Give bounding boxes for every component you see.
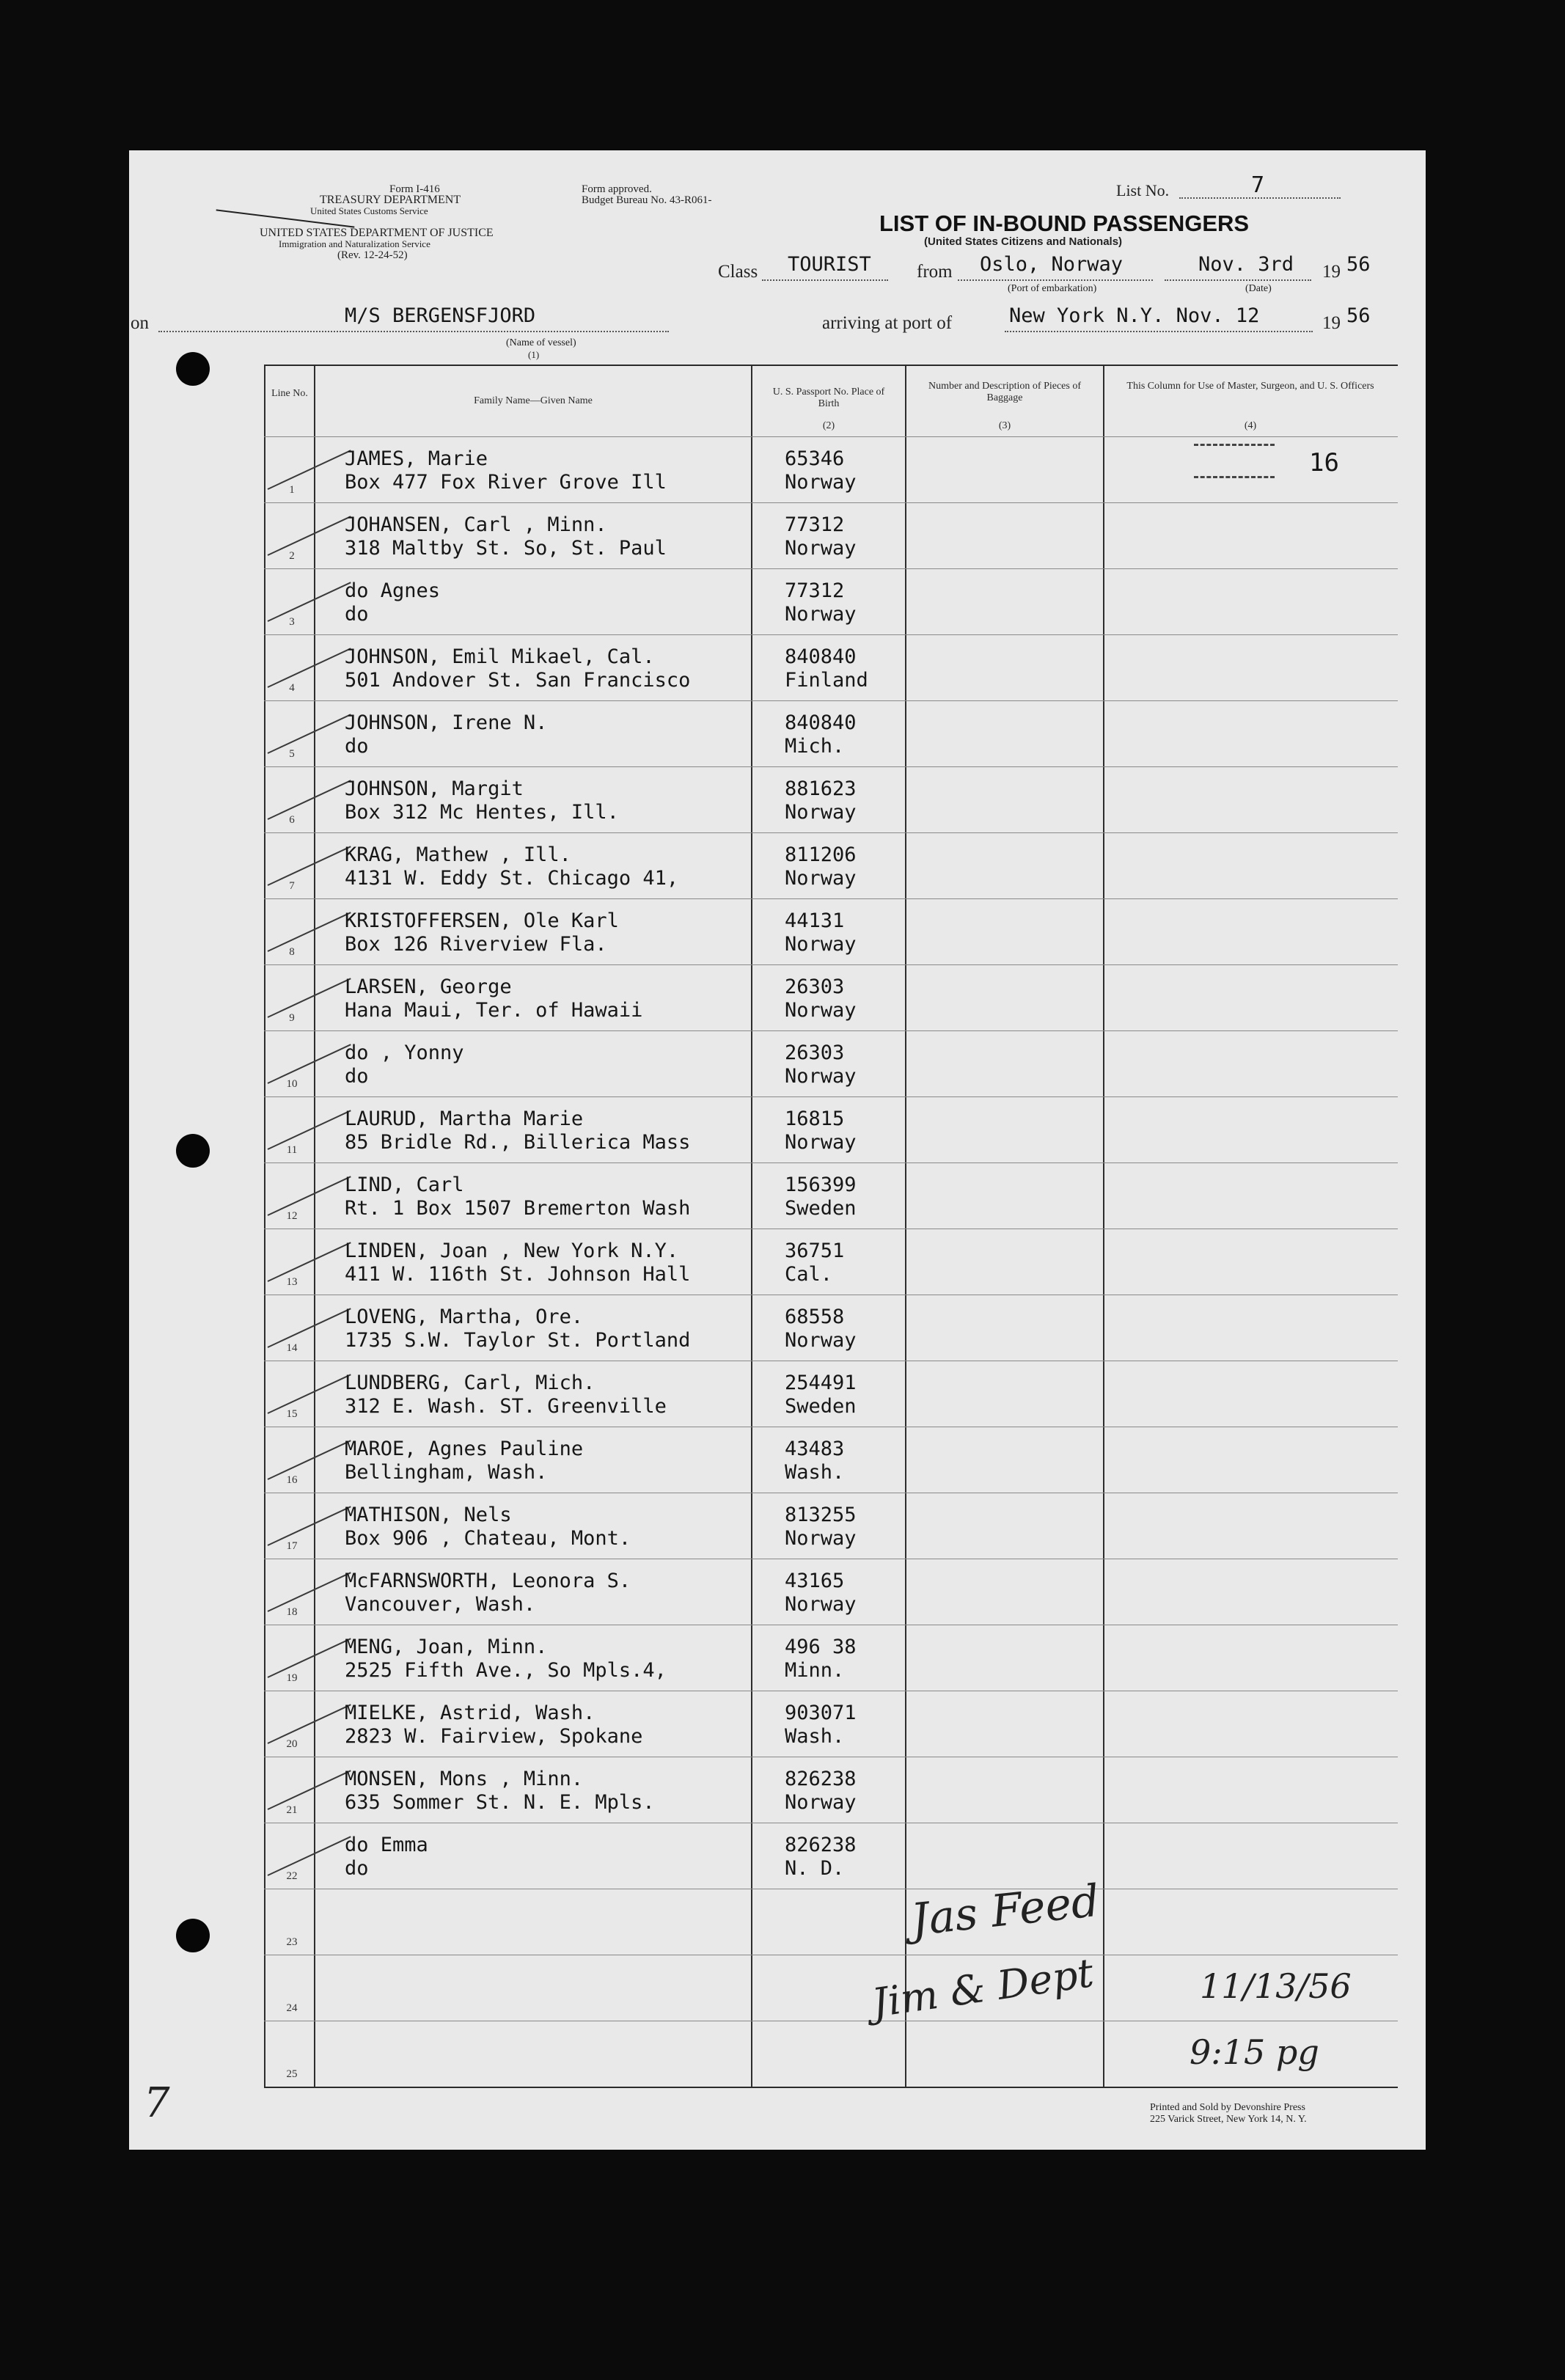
passport-number: 65346 (785, 447, 845, 470)
passport-number: 840840 (785, 711, 857, 734)
passport-number: 43483 (785, 1438, 845, 1460)
place-of-birth: Norway (785, 999, 857, 1022)
line-number: 10 (286, 1078, 298, 1090)
passenger-address: Box 126 Riverview Fla. (345, 933, 607, 956)
place-of-birth: Norway (785, 537, 857, 560)
passenger-name: KRISTOFFERSEN, Ole Karl (345, 909, 619, 932)
embark-caption: (Port of embarkation) (1008, 283, 1097, 294)
header-officers-num: (4) (1244, 420, 1257, 431)
table-row (264, 832, 1398, 898)
passenger-address: Vancouver, Wash. (345, 1593, 536, 1616)
passenger-address: Box 312 Mc Hentes, Ill. (345, 801, 619, 824)
treasury-dept: TREASURY DEPARTMENT (320, 194, 461, 206)
passenger-address: do (345, 735, 369, 758)
tally-check-mark (268, 1110, 351, 1150)
line-number: 20 (286, 1738, 298, 1750)
passenger-address: do (345, 1857, 369, 1880)
line-number: 25 (286, 2068, 298, 2080)
form-title: LIST OF IN-BOUND PASSENGERS (879, 210, 1250, 236)
tally-check-mark (268, 1572, 351, 1612)
passenger-address: 2823 W. Fairview, Spokane (345, 1725, 643, 1748)
passport-number: 26303 (785, 1041, 845, 1064)
embark-port: Oslo, Norway (980, 253, 1124, 276)
tally-check-mark (268, 1242, 351, 1282)
manifest-sheet (129, 150, 1426, 2150)
list-no-value: 7 (1251, 172, 1265, 198)
table-row (264, 568, 1398, 634)
form-subtitle: (United States Citizens and Nationals) (924, 235, 1123, 248)
class-label: Class (718, 262, 758, 282)
line-number: 13 (286, 1276, 298, 1288)
passenger-name: LAURUD, Martha Marie (345, 1107, 584, 1130)
passenger-name: MENG, Joan, Minn. (345, 1636, 548, 1658)
year-prefix: 19 (1322, 262, 1341, 282)
table-row (264, 1096, 1398, 1162)
tally-check-mark (268, 1770, 351, 1810)
table-row (264, 502, 1398, 568)
date-rule (1165, 279, 1311, 281)
header-baggage-num: (3) (998, 420, 1011, 431)
passenger-name: LINDEN, Joan , New York N.Y. (345, 1240, 679, 1262)
passenger-address: 312 E. Wash. ST. Greenville (345, 1395, 667, 1418)
embark-year: 56 (1346, 253, 1371, 276)
passenger-address: 1735 S.W. Taylor St. Portland (345, 1329, 691, 1352)
passenger-address: do (345, 1065, 369, 1088)
passenger-name: LIND, Carl (345, 1173, 464, 1196)
place-of-birth: Norway (785, 867, 857, 890)
tally-check-mark (268, 912, 351, 952)
passenger-address: 501 Andover St. San Francisco (345, 669, 691, 692)
tally-check-mark (268, 1308, 351, 1348)
passenger-address: Box 477 Fox River Grove Ill (345, 471, 667, 494)
passport-number: 811206 (785, 843, 857, 866)
officer-note: 16 (1309, 448, 1339, 477)
line-number: 1 (289, 484, 295, 496)
place-of-birth: Wash. (785, 1725, 845, 1748)
passenger-name: LOVENG, Martha, Ore. (345, 1306, 584, 1328)
place-of-birth: Cal. (785, 1263, 833, 1286)
passenger-address: 85 Bridle Rd., Billerica Mass (345, 1131, 691, 1154)
passenger-address: 318 Maltby St. So, St. Paul (345, 537, 667, 560)
line-number: 2 (289, 550, 295, 562)
line-number: 9 (289, 1012, 295, 1024)
revision: (Rev. 12-24-52) (337, 249, 408, 261)
tally-check-mark (268, 1638, 351, 1678)
tally-check-mark (268, 846, 351, 886)
printer-line-1: Printed and Sold by Devonshire Press (1150, 2102, 1305, 2113)
rows-container (264, 436, 1398, 2087)
passport-number: 881623 (785, 777, 857, 800)
tally-check-mark (268, 780, 351, 820)
line-number: 3 (289, 616, 295, 628)
line-number: 7 (289, 880, 295, 892)
tally-check-mark (268, 450, 351, 490)
line-number: 5 (289, 748, 295, 760)
arrival-year: 56 (1346, 304, 1371, 327)
line-number: 21 (286, 1804, 298, 1816)
from-label: from (917, 262, 953, 282)
table-row (264, 1493, 1398, 1558)
passenger-name: do Agnes (345, 579, 441, 602)
header-officers: This Column for Use of Master, Surgeon, and U. S. Officers (1126, 381, 1374, 392)
passenger-address: Hana Maui, Ter. of Hawaii (345, 999, 643, 1022)
passport-number: 43165 (785, 1570, 845, 1592)
passport-number: 496 38 (785, 1636, 857, 1658)
tally-check-mark (268, 1836, 351, 1876)
place-of-birth: Norway (785, 801, 857, 824)
passenger-address: 635 Sommer St. N. E. Mpls. (345, 1791, 655, 1814)
passport-number: 16815 (785, 1107, 845, 1130)
table-row (264, 700, 1398, 766)
passport-number: 77312 (785, 513, 845, 536)
place-of-birth: Norway (785, 1527, 857, 1550)
header-passport: U. S. Passport No. Place of Birth (772, 387, 885, 409)
table-row (264, 766, 1398, 832)
passport-number: 826238 (785, 1834, 857, 1856)
signature-2: Jim & Dept (869, 1949, 1096, 2026)
signed-time: 9:15 pg (1190, 2032, 1319, 2072)
line-number: 16 (286, 1474, 298, 1486)
tally-check-mark (268, 1374, 351, 1414)
line-number: 18 (286, 1606, 298, 1618)
passenger-name: JAMES, Marie (345, 447, 488, 470)
passenger-address: 411 W. 116th St. Johnson Hall (345, 1263, 691, 1286)
table-row (264, 1757, 1398, 1822)
place-of-birth: Norway (785, 933, 857, 956)
tally-check-mark (268, 1044, 351, 1084)
arrival-year-prefix: 19 (1322, 313, 1341, 333)
passenger-name: do , Yonny (345, 1041, 464, 1064)
embark-date: Nov. 3rd (1198, 253, 1294, 276)
line-number: 4 (289, 682, 295, 694)
passenger-address: do (345, 603, 369, 626)
margin-mark: 7 (144, 2079, 170, 2127)
list-no-label: List No. (1116, 181, 1170, 199)
vessel-rule (158, 331, 669, 332)
table-row (264, 1427, 1398, 1492)
place-of-birth: Finland (785, 669, 868, 692)
place-of-birth: Norway (785, 1593, 857, 1616)
passport-number: 77312 (785, 579, 845, 602)
table-row (264, 436, 1398, 502)
passenger-name: JOHNSON, Irene N. (345, 711, 548, 734)
form-number: Form I-416 (389, 183, 440, 195)
tally-check-mark (268, 582, 351, 622)
printer-line-2: 225 Varick Street, New York 14, N. Y. (1150, 2114, 1307, 2125)
tally-check-mark (268, 648, 351, 688)
passenger-address: Box 906 , Chateau, Mont. (345, 1527, 631, 1550)
place-of-birth: Mich. (785, 735, 845, 758)
tally-check-mark (268, 978, 351, 1018)
ins-service: Immigration and Naturalization Service (279, 238, 430, 249)
justice-dept: UNITED STATES DEPARTMENT OF JUSTICE (260, 227, 494, 239)
header-baggage: Number and Description of Pieces of Baggage (928, 381, 1081, 403)
table-row (264, 1559, 1398, 1624)
embark-rule (958, 279, 1153, 281)
line-number: 8 (289, 946, 295, 958)
punch-hole-top (176, 352, 210, 386)
tally-check-mark (268, 1176, 351, 1216)
passport-number: 44131 (785, 909, 845, 932)
on-label: on (131, 313, 149, 333)
line-number: 6 (289, 814, 295, 826)
place-of-birth: Wash. (785, 1461, 845, 1484)
table-row (264, 1823, 1398, 1888)
line-number: 15 (286, 1408, 298, 1420)
line-number: 14 (286, 1342, 298, 1354)
table-row (264, 1361, 1398, 1426)
line-number: 22 (286, 1870, 298, 1882)
passenger-address: Rt. 1 Box 1507 Bremerton Wash (345, 1197, 691, 1220)
tally-check-mark (268, 1704, 351, 1744)
passenger-name: MIELKE, Astrid, Wash. (345, 1702, 595, 1724)
tally-check-mark (268, 516, 351, 556)
passport-number: 840840 (785, 645, 857, 668)
punch-hole-bottom (176, 1919, 210, 1952)
line-number: 19 (286, 1672, 298, 1684)
tally-check-mark (268, 1440, 351, 1480)
passenger-name: JOHANSEN, Carl , Minn. (345, 513, 607, 536)
passenger-name: do Emma (345, 1834, 428, 1856)
header-name: Family Name—Given Name (474, 395, 593, 406)
passenger-name: KRAG, Mathew , Ill. (345, 843, 571, 866)
passenger-address: Bellingham, Wash. (345, 1461, 548, 1484)
place-of-birth: Sweden (785, 1197, 857, 1220)
place-of-birth: Norway (785, 603, 857, 626)
budget-bureau: Budget Bureau No. 43-R061- (582, 194, 712, 206)
line-number: 11 (286, 1144, 298, 1156)
table-row (264, 1691, 1398, 1756)
arriving-label: arriving at port of (822, 313, 953, 333)
table-row (264, 964, 1398, 1030)
passport-number: 903071 (785, 1702, 857, 1724)
table-row (264, 1625, 1398, 1690)
passenger-name: MONSEN, Mons , Minn. (345, 1768, 584, 1790)
passenger-name: JOHNSON, Margit (345, 777, 524, 800)
place-of-birth: Sweden (785, 1395, 857, 1418)
passenger-name: LUNDBERG, Carl, Mich. (345, 1372, 595, 1394)
passport-number: 68558 (785, 1306, 845, 1328)
form-approved: Form approved. (582, 183, 652, 195)
passenger-name: McFARNSWORTH, Leonora S. (345, 1570, 631, 1592)
passport-number: 36751 (785, 1240, 845, 1262)
line-number: 24 (286, 2002, 298, 2014)
passenger-name: LARSEN, George (345, 975, 512, 998)
passenger-table (264, 365, 1398, 2088)
table-row (264, 1889, 1398, 1954)
header-line-no: Line No. (271, 388, 308, 399)
place-of-birth: Norway (785, 1329, 857, 1352)
passenger-name: MATHISON, Nels (345, 1504, 512, 1526)
class-rule (762, 279, 888, 281)
vessel-name: M/S BERGENSFJORD (345, 304, 536, 327)
passport-number: 813255 (785, 1504, 857, 1526)
arrival-port: New York N.Y. Nov. 12 (1009, 304, 1260, 327)
place-of-birth: Norway (785, 471, 857, 494)
tally-check-mark (268, 1506, 351, 1546)
class-value: TOURIST (788, 253, 871, 276)
line-number: 17 (286, 1540, 298, 1552)
date-caption: (Date) (1245, 283, 1272, 294)
vessel-caption: (Name of vessel) (506, 337, 576, 348)
signed-date: 11/13/56 (1200, 1966, 1352, 2006)
passenger-name: MAROE, Agnes Pauline (345, 1438, 584, 1460)
punch-hole-middle (176, 1134, 210, 1168)
vessel-col-num: (1) (528, 349, 540, 360)
place-of-birth: N. D. (785, 1857, 845, 1880)
passenger-address: 4131 W. Eddy St. Chicago 41, (345, 867, 679, 890)
place-of-birth: Norway (785, 1131, 857, 1154)
table-row (264, 634, 1398, 700)
tally-check-mark (268, 714, 351, 754)
place-of-birth: Norway (785, 1791, 857, 1814)
line-number: 23 (286, 1936, 298, 1948)
line-number: 12 (286, 1210, 298, 1222)
passport-number: 26303 (785, 975, 845, 998)
passport-number: 254491 (785, 1372, 857, 1394)
passenger-address: 2525 Fifth Ave., So Mpls.4, (345, 1659, 667, 1682)
header-passport-num: (2) (822, 420, 835, 431)
passenger-name: JOHNSON, Emil Mikael, Cal. (345, 645, 655, 668)
table-row (264, 1295, 1398, 1360)
passport-number: 826238 (785, 1768, 857, 1790)
customs-service: United States Customs Service (310, 205, 428, 216)
place-of-birth: Minn. (785, 1659, 845, 1682)
signature-1: Jas Feed (909, 1875, 1102, 1947)
table-row (264, 1229, 1398, 1294)
table-row (264, 1162, 1398, 1228)
table-row (264, 898, 1398, 964)
passport-number: 156399 (785, 1173, 857, 1196)
place-of-birth: Norway (785, 1065, 857, 1088)
table-row (264, 1030, 1398, 1096)
arrival-rule (1005, 331, 1313, 332)
